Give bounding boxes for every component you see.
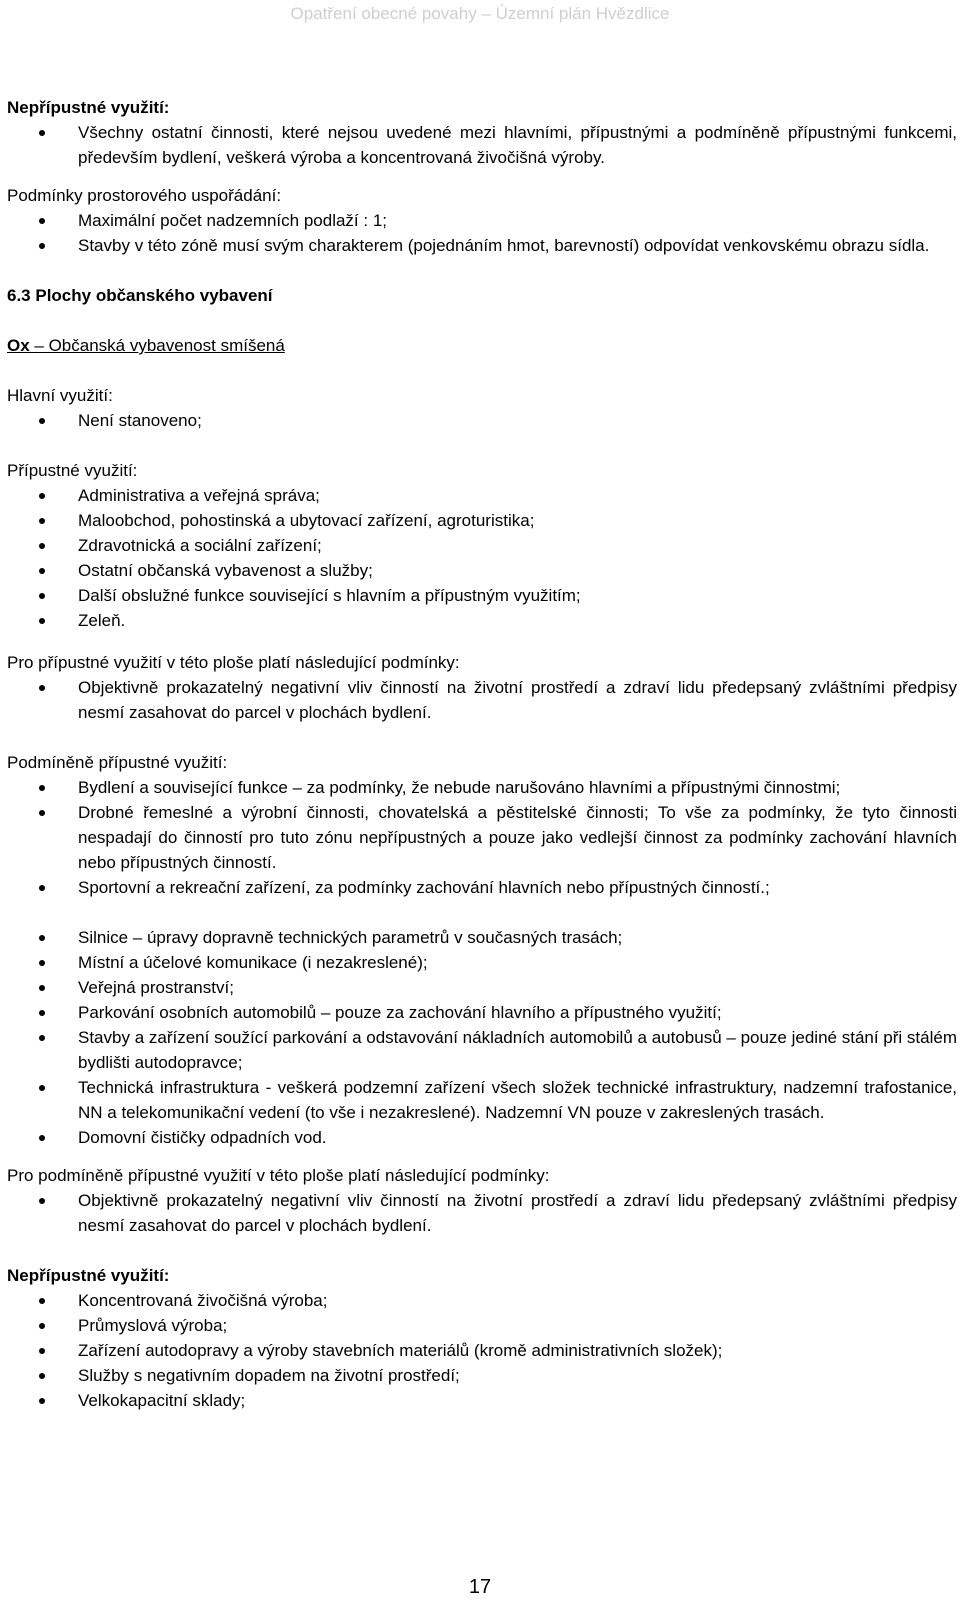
conditional-use-list-a (7, 775, 957, 900)
list-item: Není stanoveno; (7, 408, 957, 433)
conditional-use-label: Podmíněně přípustné využití: (7, 753, 228, 772)
list-item: Objektivně prokazatelný negativní vliv činností na životní prostředí a zdraví lidu předepsaný zvláštními předpisy nesmí zasahovat do parcel v plochách bydlení. (7, 1188, 957, 1238)
conditional-conditions-list (7, 1188, 957, 1238)
list-item: Drobné řemeslné a výrobní činnosti, chovatelská a pěstitelské činnosti; To vše za podmínky, že tyto činnosti nespadají do činností pro tuto zónu nepřípustných a pouze jako vedlejší činnost za podmínky zachování hlavních nebo přípustných činností. (7, 800, 957, 875)
list-item: Veřejná prostranství; (7, 975, 957, 1000)
list-item: Maximální počet nadzemních podlaží : 1; (7, 208, 957, 233)
zone-code: Ox (7, 336, 30, 355)
list-item: Zdravotnická a sociální zařízení; (7, 533, 957, 558)
main-use-list (7, 408, 957, 433)
list-item: Bydlení a související funkce – za podmínky, že nebude narušováno hlavními a přípustnými činnostmi; (7, 775, 957, 800)
list-item: Ostatní občanská vybavenost a služby; (7, 558, 957, 583)
list-item: Maloobchod, pohostinská a ubytovací zařízení, agroturistika; (7, 508, 957, 533)
document-body (7, 95, 957, 1413)
list-item: Velkokapacitní sklady; (7, 1388, 957, 1413)
list-item: Stavby a zařízení soužící parkování a odstavování nákladních automobilů a autobusů – pouze jediné stání při stálém bydlišti autodopravce; (7, 1025, 957, 1075)
forbidden-use-label: Nepřípustné využití: (7, 98, 170, 117)
list-item: Všechny ostatní činnosti, které nejsou uvedené mezi hlavními, přípustnými a podmíněně přípustnými funkcemi, především bydlení, veškerá výroba a koncentrovaná živočišná výroby. (7, 120, 957, 170)
list-item: Objektivně prokazatelný negativní vliv činností na životní prostředí a zdraví lidu předepsaný zvláštními předpisy nesmí zasahovat do parcel v plochách bydlení. (7, 675, 957, 725)
forbidden-use-list-2 (7, 1288, 957, 1413)
main-use-label: Hlavní využití: (7, 386, 113, 405)
allowed-conditions-list (7, 675, 957, 725)
list-item: Domovní čističky odpadních vod. (7, 1125, 957, 1150)
list-item: Další obslužné funkce související s hlavním a přípustným využitím; (7, 583, 957, 608)
list-item: Technická infrastruktura - veškerá podzemní zařízení všech složek technické infrastruktury, nadzemní trafostanice, NN a telekomunikační vedení (to vše i nezakreslené). Nadzemní VN pouze v zakreslených trasách. (7, 1075, 957, 1125)
allowed-conditions-label: Pro přípustné využití v této ploše platí následující podmínky: (7, 653, 460, 672)
forbidden-use-list (7, 120, 957, 170)
page-number: 17 (468, 1576, 492, 1598)
conditional-conditions-label: Pro podmíněně přípustné využití v této ploše platí následující podmínky: (7, 1166, 550, 1185)
section-subheading (7, 333, 957, 358)
zone-title: – Občanská vybavenost smíšená (29, 336, 285, 355)
forbidden-use-label-2: Nepřípustné využití: (7, 1266, 170, 1285)
list-item: Parkování osobních automobilů – pouze za zachování hlavního a přípustného využití; (7, 1000, 957, 1025)
section-heading: 6.3 Plochy občanského vybavení (7, 286, 273, 305)
list-item: Služby s negativním dopadem na životní prostředí; (7, 1363, 957, 1388)
list-item: Průmyslová výroba; (7, 1313, 957, 1338)
list-item: Sportovní a rekreační zařízení, za podmínky zachování hlavních nebo přípustných činností.; (7, 875, 957, 900)
allowed-use-label: Přípustné využití: (7, 461, 138, 480)
page-header: Opatření obecné povahy – Územní plán Hvězdlice (290, 4, 670, 23)
list-item: Koncentrovaná živočišná výroba; (7, 1288, 957, 1313)
list-item: Místní a účelové komunikace (i nezakreslené); (7, 950, 957, 975)
conditional-use-list-b (7, 925, 957, 1150)
allowed-use-list (7, 483, 957, 633)
list-item: Silnice – úpravy dopravně technických parametrů v současných trasách; (7, 925, 957, 950)
spatial-conditions-label: Podmínky prostorového uspořádání: (7, 186, 282, 205)
list-item: Zařízení autodopravy a výroby stavebních materiálů (kromě administrativních složek); (7, 1338, 957, 1363)
spatial-conditions-list (7, 208, 957, 258)
list-item: Stavby v této zóně musí svým charakterem (pojednáním hmot, barevností) odpovídat venkovskému obrazu sídla. (7, 233, 957, 258)
list-item: Zeleň. (7, 608, 957, 633)
list-item: Administrativa a veřejná správa; (7, 483, 957, 508)
